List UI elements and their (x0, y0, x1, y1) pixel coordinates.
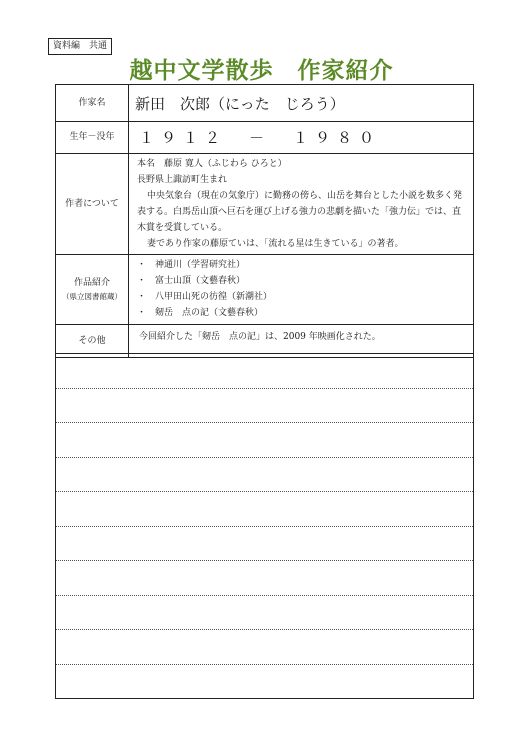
about-line-6: 妻であり作家の藤原ていは、「流れる星は生きている」の著者。 (147, 239, 404, 249)
about-line-5: 木賞を受賞している。 (137, 223, 228, 233)
works-label-cell (56, 255, 129, 325)
about-row (56, 154, 474, 255)
about-label: 作者について (56, 154, 129, 255)
writing-area[interactable] (55, 353, 474, 699)
ruled-line (56, 422, 473, 423)
bullet-mark: ・ (137, 292, 147, 302)
about-line-4: 表する。白馬岳山頂へ巨石を運び上げる強力の悲劇を描いた「強力伝」では、直 (137, 207, 462, 217)
works-sublabel: （県立図書館蔵） (62, 291, 122, 301)
work-title: 八甲田山死の彷徨（新潮社） (155, 292, 273, 302)
author-years: １９１２ － １９８０ (129, 122, 474, 154)
list-item (137, 289, 467, 305)
works-list-cell (129, 255, 474, 325)
about-text (129, 154, 474, 255)
section-tag: 資料編 共通 (48, 38, 112, 55)
ruled-line (56, 664, 473, 665)
years-row (56, 122, 474, 154)
list-item (137, 305, 467, 321)
works-label: 作品紹介 (73, 277, 110, 288)
name-row (56, 85, 474, 122)
work-title: 富士山頂（文藝春秋） (155, 276, 246, 286)
about-line-1: 本名 藤原 寛人（ふじわら ひろと） (137, 159, 287, 169)
other-label: その他 (56, 325, 129, 358)
name-label: 作家名 (56, 85, 129, 122)
years-label: 生年－没年 (56, 122, 129, 154)
ruled-line (56, 595, 473, 596)
other-text: 今回紹介した「剱岳 点の記」は、2009 年映画化された。 (129, 325, 474, 358)
about-line-2: 長野県上諏訪町生まれ (137, 175, 228, 185)
ruled-line (56, 560, 473, 561)
about-line-3: 中央気象台（現在の気象庁）に勤務の傍ら、山岳を舞台とした小説を数多く発 (147, 191, 463, 201)
bullet-mark: ・ (137, 260, 147, 270)
works-list (137, 257, 467, 321)
page-title: 越中文学散歩 作家紹介 (129, 58, 394, 84)
author-info-table (55, 84, 474, 358)
author-name: 新田 次郎（にった じろう） (129, 85, 474, 122)
work-title: 剱岳 点の記（文藝春秋） (155, 308, 264, 318)
work-title: 神通川（学習研究社） (155, 260, 246, 270)
ruled-line (56, 457, 473, 458)
ruled-line (56, 629, 473, 630)
list-item (137, 257, 467, 273)
bullet-mark: ・ (137, 276, 147, 286)
works-row (56, 255, 474, 325)
bullet-mark: ・ (137, 308, 147, 318)
ruled-line (56, 388, 473, 389)
ruled-line (56, 491, 473, 492)
ruled-line (56, 526, 473, 527)
list-item (137, 273, 467, 289)
